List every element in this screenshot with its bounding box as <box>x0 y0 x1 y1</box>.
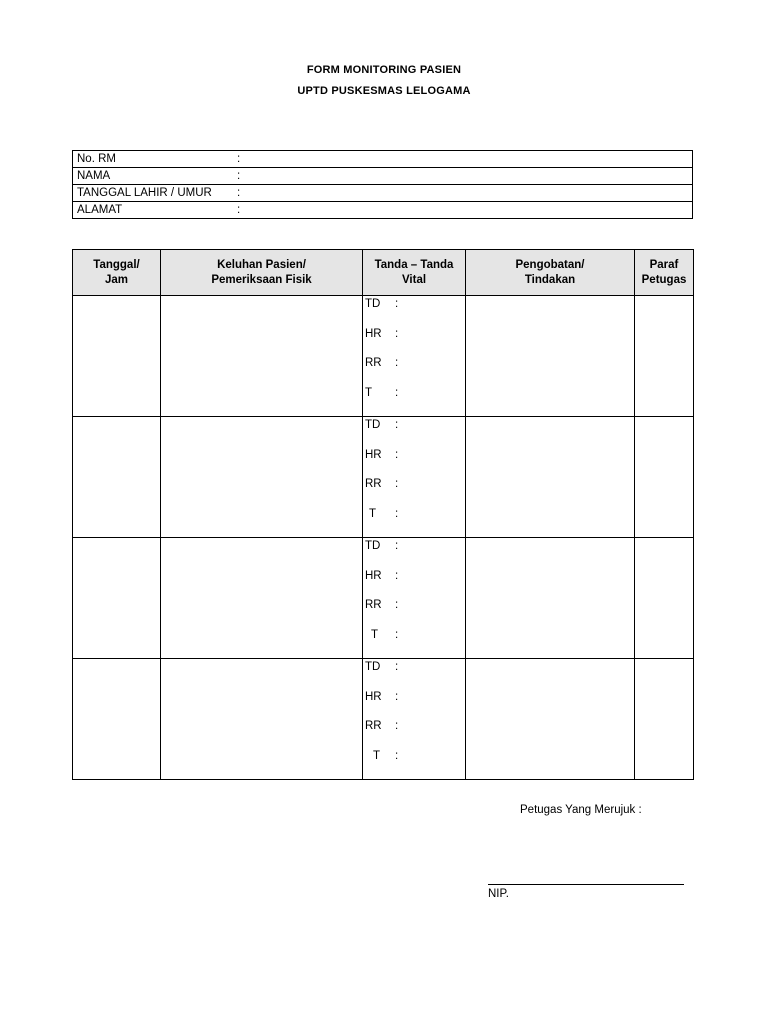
vital-label: HR <box>365 690 382 703</box>
vital-label: RR <box>365 599 382 611</box>
tanggal-jam-cell[interactable] <box>73 538 161 659</box>
info-separator: : <box>237 153 241 165</box>
monitoring-row <box>73 659 694 780</box>
vitals-list <box>363 659 465 779</box>
vital-separator: : <box>395 720 399 732</box>
vital-line <box>365 328 465 358</box>
vital-label: TD <box>365 298 381 310</box>
info-cell[interactable] <box>73 168 693 185</box>
tanggal-jam-cell[interactable] <box>73 296 161 417</box>
vital-separator: : <box>395 298 399 310</box>
monitoring-row <box>73 538 694 659</box>
signature-label: Petugas Yang Merujuk : <box>520 804 642 816</box>
nip-label: NIP. <box>488 888 509 900</box>
vital-line <box>365 508 465 538</box>
vital-line <box>365 629 465 659</box>
vital-label: HR <box>365 448 382 461</box>
vital-label: RR <box>365 357 382 369</box>
tanda-vital-cell[interactable] <box>363 659 466 780</box>
patient-info-table <box>72 150 693 219</box>
tanggal-jam-cell[interactable] <box>73 417 161 538</box>
vital-separator: : <box>395 690 399 703</box>
col-header-paraf: Paraf Petugas <box>635 250 694 296</box>
vital-line <box>365 419 465 449</box>
col-header-keluhan: Keluhan Pasien/ Pemeriksaan Fisik <box>161 250 363 296</box>
info-label: No. RM <box>77 153 116 165</box>
vital-line <box>365 750 465 780</box>
vital-label: T <box>371 628 379 641</box>
vital-separator: : <box>395 386 399 399</box>
info-row-nama <box>73 168 693 185</box>
pengobatan-cell[interactable] <box>466 659 635 780</box>
vitals-list <box>363 417 465 537</box>
monitoring-row <box>73 296 694 417</box>
keluhan-cell[interactable] <box>161 296 363 417</box>
tanda-vital-cell[interactable] <box>363 538 466 659</box>
info-row-no-rm <box>73 151 693 168</box>
pengobatan-cell[interactable] <box>466 417 635 538</box>
vital-line <box>365 449 465 479</box>
vital-label: TD <box>365 540 381 552</box>
col-header-tanda-vital: Tanda – Tanda Vital <box>363 250 466 296</box>
vital-label: HR <box>365 327 382 340</box>
vital-separator: : <box>395 569 399 582</box>
vital-separator: : <box>395 628 399 641</box>
vital-label: TD <box>365 661 381 673</box>
vital-label: RR <box>365 478 382 490</box>
vital-label: T <box>373 749 381 762</box>
keluhan-cell[interactable] <box>161 417 363 538</box>
vital-line <box>365 298 465 328</box>
vital-label: RR <box>365 720 382 732</box>
info-label: ALAMAT <box>77 204 123 216</box>
tanda-vital-cell[interactable] <box>363 296 466 417</box>
vital-separator: : <box>395 419 399 431</box>
vital-label: TD <box>365 419 381 431</box>
vital-separator: : <box>395 448 399 461</box>
vital-line <box>365 720 465 750</box>
keluhan-cell[interactable] <box>161 659 363 780</box>
info-row-tanggal-lahir <box>73 185 693 202</box>
vital-line <box>365 387 465 417</box>
col-header-pengobatan: Pengobatan/ Tindakan <box>466 250 635 296</box>
vital-separator: : <box>395 327 399 340</box>
info-cell[interactable] <box>73 202 693 219</box>
vital-line <box>365 357 465 387</box>
paraf-cell[interactable] <box>635 417 694 538</box>
info-label: TANGGAL LAHIR / UMUR <box>77 187 212 199</box>
vital-separator: : <box>395 661 399 673</box>
info-cell[interactable] <box>73 185 693 202</box>
info-separator: : <box>237 204 241 216</box>
vital-separator: : <box>395 599 399 611</box>
tanda-vital-cell[interactable] <box>363 417 466 538</box>
vital-line <box>365 570 465 600</box>
vital-line <box>365 691 465 721</box>
vital-separator: : <box>395 507 399 520</box>
pengobatan-cell[interactable] <box>466 296 635 417</box>
keluhan-cell[interactable] <box>161 538 363 659</box>
vital-separator: : <box>395 749 399 762</box>
col-header-tanggal-jam: Tanggal/ Jam <box>73 250 161 296</box>
info-separator: : <box>237 187 241 199</box>
vitals-list <box>363 296 465 416</box>
paraf-cell[interactable] <box>635 659 694 780</box>
monitoring-header-row <box>73 250 694 296</box>
vital-separator: : <box>395 540 399 552</box>
monitoring-table <box>72 249 694 780</box>
info-cell[interactable] <box>73 151 693 168</box>
info-separator: : <box>237 170 241 182</box>
vital-label: T <box>369 507 377 520</box>
vital-line <box>365 661 465 691</box>
vitals-list <box>363 538 465 658</box>
vital-separator: : <box>395 357 399 369</box>
pengobatan-cell[interactable] <box>466 538 635 659</box>
vital-line <box>365 599 465 629</box>
monitoring-row <box>73 417 694 538</box>
vital-label: HR <box>365 569 382 582</box>
vital-line <box>365 478 465 508</box>
vital-line <box>365 540 465 570</box>
paraf-cell[interactable] <box>635 296 694 417</box>
vital-separator: : <box>395 478 399 490</box>
info-row-alamat <box>73 202 693 219</box>
form-subtitle: UPTD PUSKESMAS LELOGAMA <box>297 85 471 97</box>
signature-line <box>488 884 684 885</box>
tanggal-jam-cell[interactable] <box>73 659 161 780</box>
form-title: FORM MONITORING PASIEN <box>306 64 462 76</box>
info-label: NAMA <box>77 170 111 182</box>
paraf-cell[interactable] <box>635 538 694 659</box>
vital-label: T <box>365 386 373 399</box>
